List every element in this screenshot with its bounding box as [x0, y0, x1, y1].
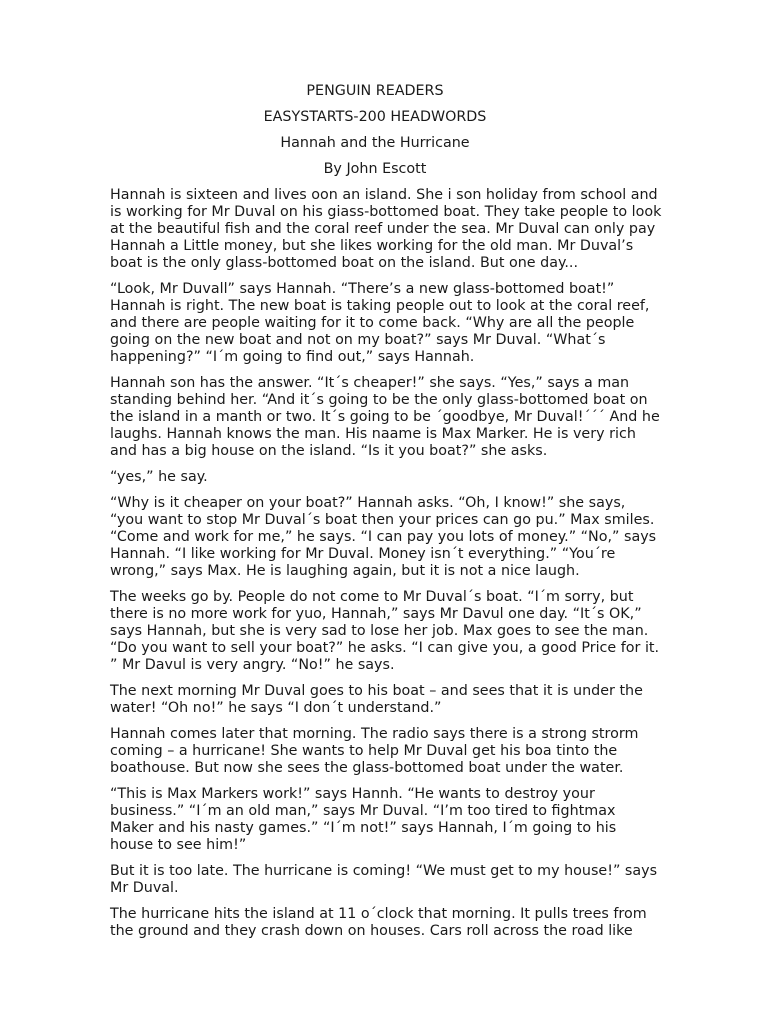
- paragraph: [110, 469, 640, 486]
- text-line: business.” “I´m an old man,” says Mr Duval. “I’m too tired to fightmax: [110, 803, 616, 819]
- text-line: The hurricane hits the island at 11 o´clock that morning. It pulls trees from: [110, 906, 647, 922]
- text-line: “you want to stop Mr Duval´s boat then your prices can go pu.” Max smiles.: [110, 512, 655, 528]
- author-byline: By John Escott: [323, 161, 427, 177]
- paragraph: [110, 589, 660, 674]
- paragraph: [110, 187, 662, 272]
- text-line: going on the new boat and not on my boat?” says Mr Duval. “What´s: [110, 332, 606, 348]
- text-line: coming – a hurricane! She wants to help Mr Duval get his boa tinto the: [110, 743, 618, 759]
- text-line: boat is the only glass-bottomed boat on the island. But one day...: [110, 255, 579, 271]
- text-line: says Hannah, but she is very sad to lose her job. Max goes to see the man.: [110, 623, 649, 639]
- text-line: ” Mr Davul is very angry. “No!” he says.: [110, 657, 395, 673]
- text-line: Hannah is sixteen and lives oon an island. She i son holiday from school and: [110, 187, 658, 203]
- document-page: [110, 83, 662, 949]
- text-line: happening?” “I´m going to find out,” says Hannah.: [110, 349, 475, 365]
- story-body: [110, 187, 662, 940]
- text-line: laughs. Hannah knows the man. His naame is Max Marker. He is very rich: [110, 426, 636, 442]
- text-line: Mr Duval.: [110, 880, 179, 896]
- text-line: boathouse. But now she sees the glass-bottomed boat under the water.: [110, 760, 624, 776]
- text-line: “Look, Mr Duvall” says Hannah. “There’s a new glass-bottomed boat!”: [110, 281, 615, 297]
- text-line: Hannah a Little money, but she likes working for the old man. Mr Duval’s: [110, 238, 634, 254]
- story-title: Hannah and the Hurricane: [280, 135, 470, 151]
- text-line: wrong,” says Max. He is laughing again, but it is not a nice laugh.: [110, 563, 580, 579]
- text-line: and there are people waiting for it to come back. “Why are all the people: [110, 315, 635, 331]
- text-line: “Come and work for me,” he says. “I can pay you lots of money.” “No,” says: [110, 529, 657, 545]
- paragraph: [110, 375, 660, 460]
- text-line: But it is too late. The hurricane is coming! “We must get to my house!” says: [110, 863, 658, 879]
- text-line: there is no more work for yuo, Hannah,” says Mr Davul one day. “It´s OK,”: [110, 606, 642, 622]
- text-line: the island in a manth or two. It´s going to be ´goodbye, Mr Duval!´´´ And he: [110, 409, 660, 425]
- text-line: Hannah. “I like working for Mr Duval. Money isn´t everything.” “You´re: [110, 546, 616, 562]
- paragraph: [110, 495, 657, 580]
- text-line: at the beautiful fish and the coral reef under the sea. Mr Duval can only pay: [110, 221, 656, 237]
- text-line: standing behind her. “And it´s going to be the only glass-bottomed boat on: [110, 392, 648, 408]
- text-line: water! “Oh no!” he says “I don´t understand.”: [110, 700, 442, 716]
- text-line: Hannah son has the answer. “It´s cheaper!” she says. “Yes,” says a man: [110, 375, 630, 391]
- text-line: “yes,” he say.: [110, 469, 208, 485]
- text-line: The weeks go by. People do not come to Mr Duval´s boat. “I´m sorry, but: [110, 589, 634, 605]
- level-heading: EASYSTARTS-200 HEADWORDS: [263, 109, 487, 125]
- text-line: The next morning Mr Duval goes to his boat – and sees that it is under the: [110, 683, 643, 699]
- paragraph: [110, 281, 650, 366]
- text-line: “Why is it cheaper on your boat?” Hannah asks. “Oh, I know!” she says,: [110, 495, 626, 511]
- text-line: the ground and they crash down on houses. Cars roll across the road like: [110, 923, 633, 939]
- text-line: Hannah is right. The new boat is taking people out to look at the coral reef,: [110, 298, 650, 314]
- text-line: “This is Max Markers work!” says Hannh. “He wants to destroy your: [110, 786, 595, 802]
- paragraph: [110, 863, 658, 897]
- text-line: “Do you want to sell your boat?” he asks. “I can give you, a good Price for it.: [110, 640, 660, 656]
- series-heading: PENGUIN READERS: [306, 83, 444, 99]
- text-line: and has a big house on the island. “Is it you boat?” she asks.: [110, 443, 548, 459]
- text-line: is working for Mr Duval on his giass-bottomed boat. They take people to look: [110, 204, 662, 220]
- text-line: Hannah comes later that morning. The radio says there is a strong strorm: [110, 726, 639, 742]
- paragraph: [110, 726, 640, 777]
- paragraph: [110, 683, 643, 717]
- paragraph: [110, 786, 640, 854]
- text-line: house to see him!”: [110, 837, 247, 853]
- text-line: Maker and his nasty games.” “I´m not!” says Hannah, I´m going to his: [110, 820, 617, 836]
- paragraph: [110, 906, 647, 940]
